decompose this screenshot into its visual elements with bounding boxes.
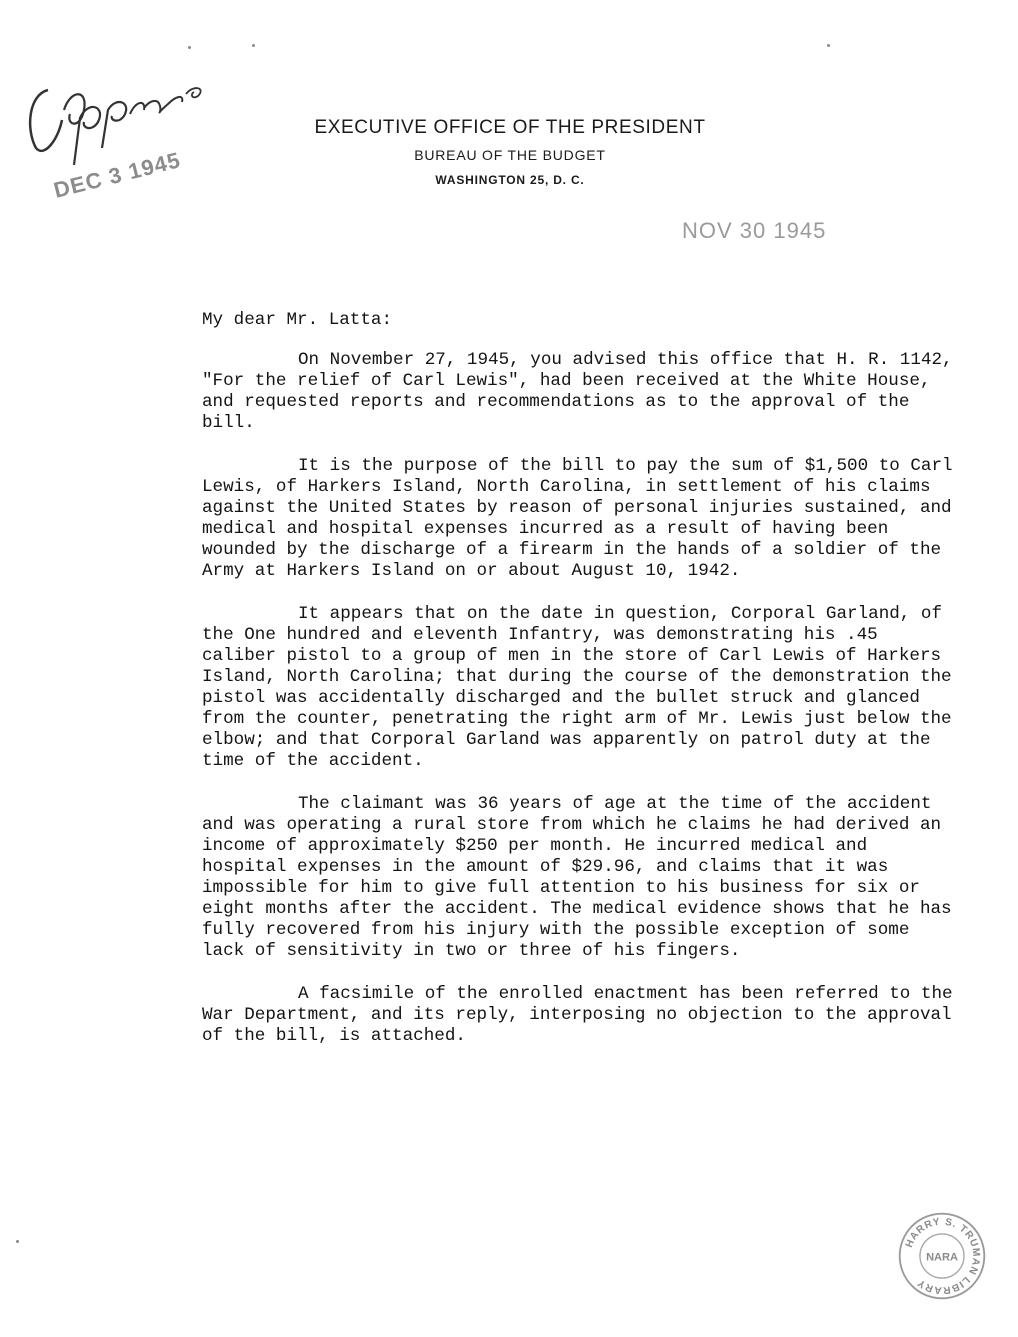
paper-speck xyxy=(252,44,255,47)
paper-speck xyxy=(827,44,830,47)
paragraph-5: A facsimile of the enrolled enactment has been referred to the War Department, and its reply, interposing no objection to the approval of the bill, is attached. xyxy=(202,984,953,1046)
paragraph-1: On November 27, 1945, you advised this office that H. R. 1142, "For the relief of Carl Lewis", had been received at the White House, and requested reports and recommendations as to the approval of the bill. xyxy=(202,350,953,433)
letterhead-bureau: BUREAU OF THE BUDGET xyxy=(414,147,606,163)
library-seal xyxy=(896,1210,988,1302)
salutation: My dear Mr. Latta: xyxy=(202,310,393,330)
letterhead-address: WASHINGTON 25, D. C. xyxy=(435,173,585,187)
seal-center-text: NARA xyxy=(926,1251,958,1264)
letterhead xyxy=(230,114,790,192)
paper-speck xyxy=(16,1240,19,1243)
letter-body xyxy=(202,310,962,1069)
paper-speck xyxy=(188,46,191,49)
letterhead-office: EXECUTIVE OFFICE OF THE PRESIDENT xyxy=(314,117,706,138)
paragraph-3: It appears that on the date in question, Corporal Garland, of the One hundred and eleventh Infantry, was demonstrating his .45 caliber pistol to a group of men in the store of Carl Lewis of Harkers Island, North Carolina; that during the course of the demonstration the pistol was accidentally discharged and the bullet struck and glanced from the counter, penetrating the right arm of Mr. Lewis just below the elbow; and that Corporal Garland was apparently on patrol duty at the time of the accident. xyxy=(202,604,952,771)
received-date-stamp: NOV 30 1945 xyxy=(682,218,827,243)
paragraph-2: It is the purpose of the bill to pay the sum of $1,500 to Carl Lewis, of Harkers Island, North Carolina, in settlement of his claims against the United States by reason of personal injuries sustained, and medical and hospital expenses incurred as a result of having been wounded by the discharge of a firearm in the hands of a soldier of the Army at Harkers Island on or about August 10, 1942. xyxy=(202,456,953,581)
seal-text: HARRY S. TRUMAN LIBRARY xyxy=(904,1216,982,1296)
paragraph-4: The claimant was 36 years of age at the time of the accident and was operating a rural store from which he claims he had derived an income of approximately $250 per month. He incurred medical and hospital expenses in the amount of $29.96, and claims that it was impossible for him to give full attention to his business for six or eight months after the accident. The medical evidence shows that he has fully recovered from his injury with the possible exception of some lack of sensitivity in two or three of his fingers. xyxy=(202,794,952,961)
handwritten-approved-annotation xyxy=(18,70,218,210)
approved-date-stamp: DEC 3 1945 xyxy=(51,147,184,203)
